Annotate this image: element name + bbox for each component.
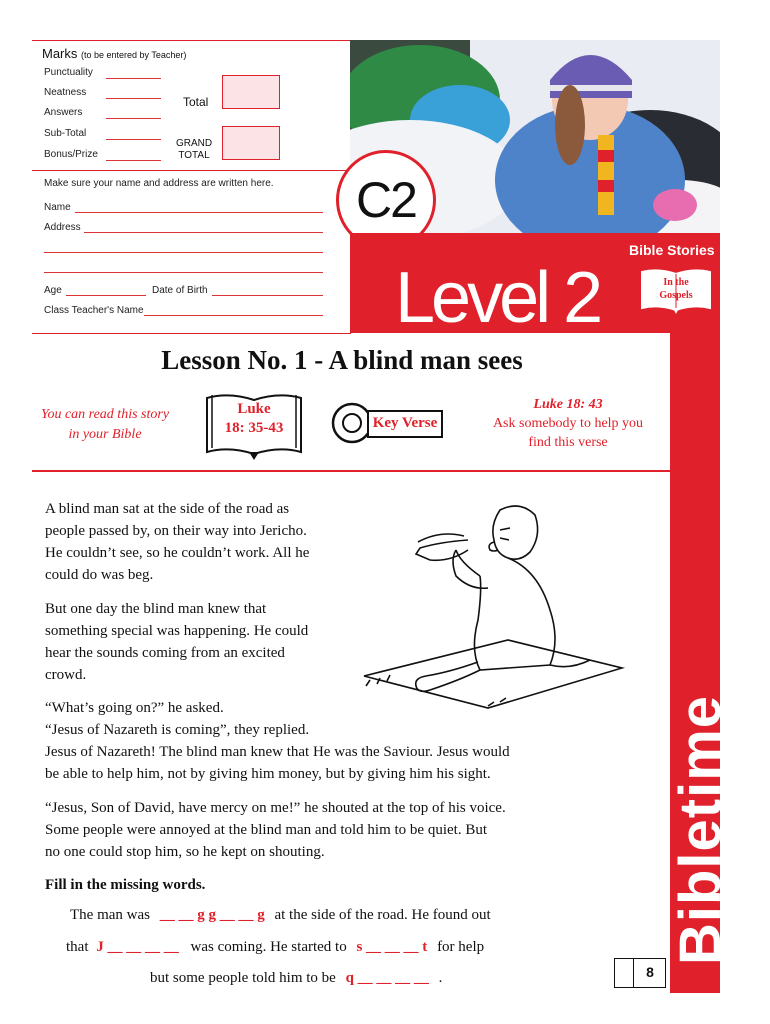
read-note-line-2: in your Bible — [68, 427, 142, 442]
brand-title: Bibletime — [668, 694, 733, 965]
story-line: Some people were annoyed at the blind man and told him to be quiet. But — [45, 822, 487, 838]
neatness-field[interactable] — [106, 98, 161, 99]
exercise-text: The man was — [70, 907, 150, 923]
story-line: “What’s going on?” he asked. — [45, 700, 224, 716]
lesson-divider — [32, 470, 670, 472]
story-line: be able to help him, not by giving him money, but by giving him his sight. — [45, 766, 491, 782]
address-field[interactable] — [84, 232, 323, 233]
scripture-book-name: Luke — [237, 401, 271, 417]
grand-total-label — [175, 138, 213, 162]
missing-word-shout[interactable]: s __ __ __ t — [356, 939, 428, 955]
marks-title: Marks — [42, 46, 78, 61]
level-title: Level 2 — [395, 258, 600, 338]
level-code: C2 — [356, 172, 416, 228]
key-verse-help-1: Ask somebody to help you — [492, 416, 644, 431]
teacher-field[interactable] — [144, 315, 323, 316]
story-paragraph-1 — [45, 498, 375, 586]
blind-man-drawing — [360, 490, 630, 710]
page-number-box — [614, 958, 666, 988]
form-instruction: Make sure your name and address are written here. — [44, 178, 274, 189]
subtotal-label: Sub-Total — [44, 128, 87, 139]
marks-divider — [32, 170, 350, 171]
punctuality-field[interactable] — [106, 78, 161, 79]
read-note — [34, 405, 176, 445]
story-paragraph-3 — [45, 697, 665, 785]
story-line: “Jesus, Son of David, have mercy on me!” he shouted at the top of his voice. — [45, 800, 506, 816]
grand-total-word: TOTAL — [178, 150, 210, 161]
exercise-line-1 — [70, 907, 491, 924]
marks-heading — [42, 46, 186, 61]
story-line: something special was happening. He could — [45, 623, 309, 639]
exercise-text: that — [66, 939, 89, 955]
story-line: But one day the blind man knew that — [45, 601, 267, 617]
address-label: Address — [44, 222, 81, 233]
story-line: Jesus of Nazareth! The blind man knew that He was the Saviour. Jesus would — [45, 744, 510, 760]
scripture-reference: 18: 35-43 — [224, 420, 284, 436]
grand-total-box[interactable] — [222, 126, 280, 160]
story-line: hear the sounds coming from an excited — [45, 645, 285, 661]
dob-field[interactable] — [212, 295, 323, 296]
exercise-text: was coming. He started to — [190, 939, 347, 955]
key-verse-help-2: find this verse — [528, 435, 608, 450]
key-verse-key — [330, 395, 445, 455]
name-field[interactable] — [75, 212, 323, 213]
punctuality-label: Punctuality — [44, 67, 93, 78]
story-paragraph-2 — [45, 598, 375, 686]
bonus-field[interactable] — [106, 160, 161, 161]
series-label: Bible Stories — [629, 242, 715, 258]
answers-label: Answers — [44, 107, 83, 118]
exercise-text: . — [438, 970, 443, 986]
age-field[interactable] — [66, 295, 146, 296]
story-line: “Jesus of Nazareth is coming”, they replied. — [45, 722, 310, 738]
key-verse-label: Key Verse — [372, 415, 438, 431]
story-line: crowd. — [45, 667, 87, 683]
neatness-label: Neatness — [44, 87, 87, 98]
age-label: Age — [44, 285, 62, 296]
exercise-heading: Fill in the missing words. — [45, 877, 206, 893]
missing-word-begging[interactable]: __ __ g g __ __ g — [159, 907, 265, 923]
teacher-label: Class Teacher's Name — [44, 305, 144, 316]
story-line: could do was beg. — [45, 567, 154, 583]
subtotal-field[interactable] — [106, 139, 161, 140]
badge-line-1: In the — [663, 277, 689, 288]
story-paragraph-4 — [45, 797, 665, 863]
story-line: people passed by, on their way into Jericho. — [45, 523, 307, 539]
marks-subtitle: (to be entered by Teacher) — [81, 50, 187, 60]
key-verse-reference: Luke 18: 43 — [533, 397, 603, 412]
lesson-title: Lesson No. 1 - A blind man sees — [161, 345, 523, 375]
exercise-text: but some people told him to be — [150, 970, 336, 986]
missing-word-jesus[interactable]: J __ __ __ __ — [96, 939, 179, 955]
book-badge — [640, 268, 712, 314]
page-number: 8 — [646, 964, 654, 980]
blind-man-illustration — [360, 490, 630, 710]
address-field-2[interactable] — [44, 252, 323, 253]
bonus-label: Bonus/Prize — [44, 149, 98, 160]
address-field-3[interactable] — [44, 272, 323, 273]
story-line: A blind man sat at the side of the road as — [45, 501, 290, 517]
story-line: no one could stop him, so he kept on shouting. — [45, 844, 325, 860]
story-line: He couldn’t see, so he couldn’t work. All he — [45, 545, 310, 561]
answers-field[interactable] — [106, 118, 161, 119]
missing-word-quiet[interactable]: q __ __ __ __ — [345, 970, 429, 986]
name-label: Name — [44, 202, 71, 213]
total-box[interactable] — [222, 75, 280, 109]
key-verse-note — [470, 395, 666, 452]
total-label: Total — [183, 95, 209, 109]
scripture-book — [203, 390, 305, 462]
exercise-text: at the side of the road. He found out — [274, 907, 491, 923]
exercise-text: for help — [437, 939, 485, 955]
read-note-line-1: You can read this story — [40, 407, 170, 422]
grand-label: GRAND — [175, 138, 213, 149]
badge-line-2: Gospels — [659, 290, 693, 301]
exercise-line-3 — [150, 970, 442, 987]
dob-label: Date of Birth — [152, 285, 208, 296]
exercise-line-2 — [66, 939, 484, 956]
